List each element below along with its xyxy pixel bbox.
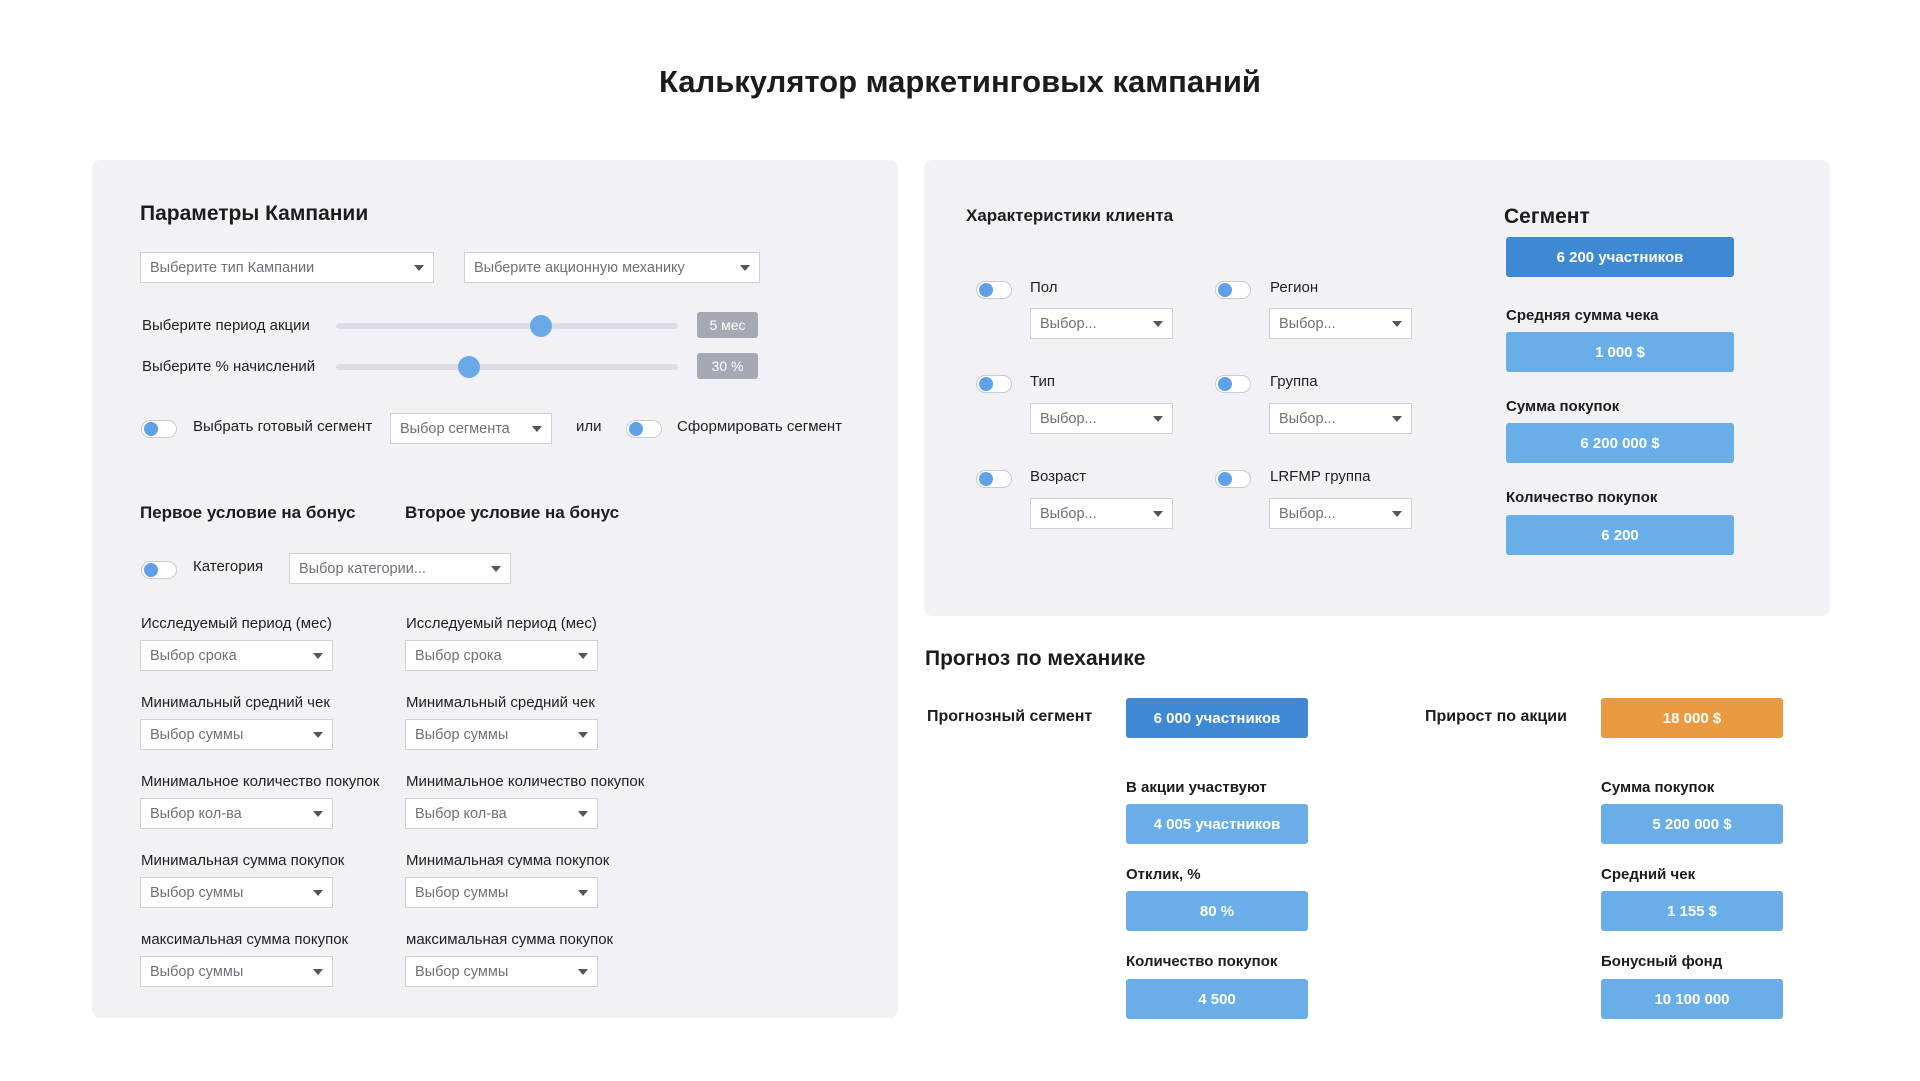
ready-segment-toggle[interactable]: [141, 420, 177, 438]
period-slider[interactable]: [336, 323, 678, 329]
second-condition-label: Исследуемый период (мес): [406, 615, 597, 632]
avg-check-value: 1 000 $: [1506, 332, 1734, 372]
purchase-count-label: Количество покупок: [1506, 489, 1658, 506]
gender-toggle[interactable]: [976, 281, 1012, 299]
chevron-down-icon: [491, 566, 501, 572]
first-condition-label: Минимальная сумма покупок: [141, 852, 345, 869]
toggle-knob: [979, 283, 993, 297]
percent-slider-handle[interactable]: [458, 356, 480, 378]
chevron-down-icon: [313, 732, 323, 738]
campaign-parameters-panel: [92, 160, 898, 1018]
or-label: или: [576, 418, 602, 435]
percent-label: Выберите % начислений: [142, 358, 316, 375]
second-condition-label: Минимальная сумма покупок: [406, 852, 610, 869]
forecast-count-label: Количество покупок: [1126, 953, 1278, 970]
second-condition-select[interactable]: Выбор суммы: [405, 956, 598, 987]
ready-segment-label: Выбрать готовый сегмент: [193, 418, 373, 435]
first-condition-select[interactable]: Выбор суммы: [140, 956, 333, 987]
toggle-knob: [144, 422, 158, 436]
forecast-heading: Прогноз по механике: [925, 647, 1146, 670]
second-condition-label: Минимальный средний чек: [406, 694, 595, 711]
growth-value: 18 000 $: [1601, 698, 1783, 738]
first-condition-select[interactable]: Выбор суммы: [140, 877, 333, 908]
period-value-badge: 5 мес: [697, 312, 758, 338]
chevron-down-icon: [414, 265, 424, 271]
toggle-knob: [1218, 472, 1232, 486]
bonus-fund-value: 10 100 000: [1601, 979, 1783, 1019]
lrfmp-select[interactable]: Выбор...: [1269, 498, 1412, 529]
region-select[interactable]: Выбор...: [1269, 308, 1412, 339]
type-select[interactable]: Выбор...: [1030, 403, 1173, 434]
type-label: Тип: [1030, 373, 1056, 390]
type-toggle[interactable]: [976, 375, 1012, 393]
toggle-knob: [144, 563, 158, 577]
purchase-sum-label: Сумма покупок: [1506, 398, 1620, 415]
chevron-down-icon: [1392, 416, 1402, 422]
group-toggle[interactable]: [1215, 375, 1251, 393]
client-characteristics-panel: [924, 160, 1830, 616]
forecast-sum-value: 5 200 000 $: [1601, 804, 1783, 844]
chevron-down-icon: [740, 265, 750, 271]
segment-participants-value: 6 200 участников: [1506, 237, 1734, 277]
toggle-knob: [1218, 283, 1232, 297]
forecast-sum-label: Сумма покупок: [1601, 779, 1715, 796]
response-value: 80 %: [1126, 891, 1308, 931]
segment-heading: Сегмент: [1504, 205, 1590, 228]
period-slider-handle[interactable]: [530, 315, 552, 337]
first-condition-label: Исследуемый период (мес): [141, 615, 332, 632]
chevron-down-icon: [1392, 511, 1402, 517]
second-condition-select[interactable]: Выбор срока: [405, 640, 598, 671]
category-label: Категория: [193, 558, 264, 575]
chevron-down-icon: [1392, 321, 1402, 327]
second-condition-select[interactable]: Выбор кол-ва: [405, 798, 598, 829]
chevron-down-icon: [578, 732, 588, 738]
mechanic-select[interactable]: Выберите акционную механику: [464, 252, 760, 283]
percent-value-badge: 30 %: [697, 353, 758, 379]
gender-label: Пол: [1030, 279, 1058, 296]
first-condition-select[interactable]: Выбор суммы: [140, 719, 333, 750]
toggle-knob: [1218, 377, 1232, 391]
toggle-knob: [629, 422, 643, 436]
chevron-down-icon: [313, 653, 323, 659]
participate-label: В акции участвуют: [1126, 779, 1267, 796]
growth-label: Прирост по акции: [1425, 708, 1567, 725]
chevron-down-icon: [578, 811, 588, 817]
age-toggle[interactable]: [976, 470, 1012, 488]
chevron-down-icon: [1153, 416, 1163, 422]
first-condition-label: максимальная сумма покупок: [141, 931, 349, 948]
chevron-down-icon: [313, 890, 323, 896]
forecast-avg-label: Средний чек: [1601, 866, 1696, 883]
toggle-knob: [979, 377, 993, 391]
second-condition-label: максимальная сумма покупок: [406, 931, 614, 948]
gender-select[interactable]: Выбор...: [1030, 308, 1173, 339]
first-condition-label: Минимальный средний чек: [141, 694, 330, 711]
region-label: Регион: [1270, 279, 1319, 296]
percent-slider[interactable]: [336, 364, 678, 370]
chevron-down-icon: [532, 426, 542, 432]
campaign-type-select[interactable]: Выберите тип Кампании: [140, 252, 434, 283]
age-label: Возраст: [1030, 468, 1087, 485]
chevron-down-icon: [578, 969, 588, 975]
chevron-down-icon: [1153, 511, 1163, 517]
second-condition-select[interactable]: Выбор суммы: [405, 719, 598, 750]
chevron-down-icon: [1153, 321, 1163, 327]
region-toggle[interactable]: [1215, 281, 1251, 299]
lrfmp-label: LRFMP группа: [1270, 468, 1371, 485]
second-condition-select[interactable]: Выбор суммы: [405, 877, 598, 908]
participate-value: 4 005 участников: [1126, 804, 1308, 844]
avg-check-label: Средняя сумма чека: [1506, 307, 1659, 324]
form-segment-label: Сформировать сегмент: [677, 418, 843, 435]
age-select[interactable]: Выбор...: [1030, 498, 1173, 529]
first-condition-label: Минимальное количество покупок: [141, 773, 380, 790]
first-condition-select[interactable]: Выбор срока: [140, 640, 333, 671]
chevron-down-icon: [313, 811, 323, 817]
purchase-sum-value: 6 200 000 $: [1506, 423, 1734, 463]
bonus-fund-label: Бонусный фонд: [1601, 953, 1723, 970]
second-bonus-heading: Второе условие на бонус: [405, 503, 620, 522]
forecast-count-value: 4 500: [1126, 979, 1308, 1019]
category-toggle[interactable]: [141, 561, 177, 579]
response-label: Отклик, %: [1126, 866, 1201, 883]
page-title: Калькулятор маркетинговых кампаний: [658, 64, 1261, 99]
segment-select[interactable]: Выбор сегмента: [390, 413, 552, 444]
group-label: Группа: [1270, 373, 1318, 390]
forecast-segment-label: Прогнозный сегмент: [927, 708, 1093, 725]
purchase-count-value: 6 200: [1506, 515, 1734, 555]
forecast-avg-value: 1 155 $: [1601, 891, 1783, 931]
campaign-heading: Параметры Кампании: [140, 202, 369, 225]
second-condition-label: Минимальное количество покупок: [406, 773, 645, 790]
chevron-down-icon: [578, 653, 588, 659]
forecast-segment-value: 6 000 участников: [1126, 698, 1308, 738]
form-segment-toggle[interactable]: [626, 420, 662, 438]
chevron-down-icon: [578, 890, 588, 896]
client-heading: Характеристики клиента: [966, 206, 1174, 225]
toggle-knob: [979, 472, 993, 486]
category-select[interactable]: Выбор категории...: [289, 553, 511, 584]
first-condition-select[interactable]: Выбор кол-ва: [140, 798, 333, 829]
lrfmp-toggle[interactable]: [1215, 470, 1251, 488]
chevron-down-icon: [313, 969, 323, 975]
period-label: Выберите период акции: [142, 317, 310, 334]
group-select[interactable]: Выбор...: [1269, 403, 1412, 434]
first-bonus-heading: Первое условие на бонус: [140, 503, 356, 522]
